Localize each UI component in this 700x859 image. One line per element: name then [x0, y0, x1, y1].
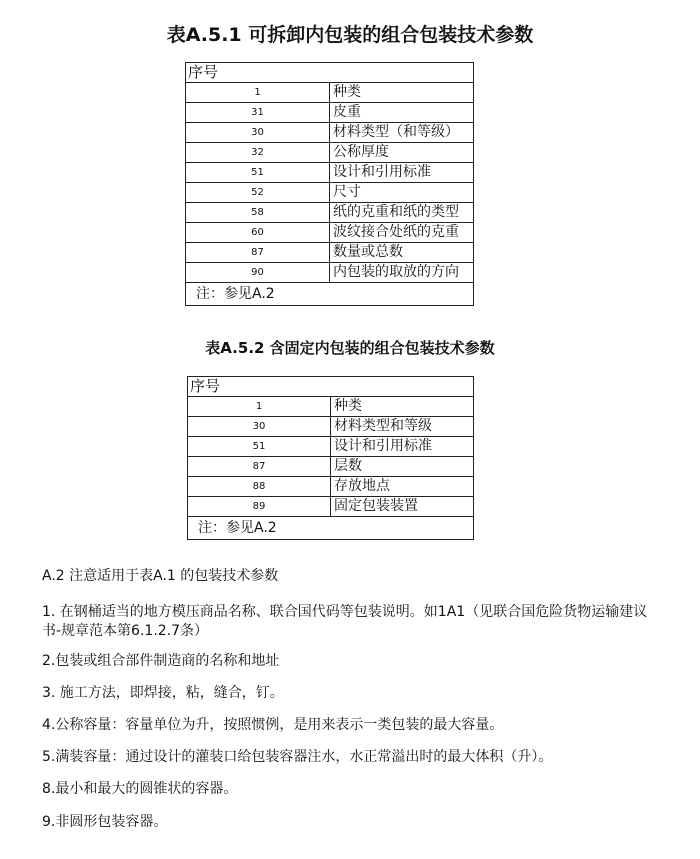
table-note-row	[186, 283, 474, 306]
row-item: 纸的克重和纸的类型	[330, 203, 474, 223]
row-item: 皮重	[330, 103, 474, 123]
table-header-cell: 序号	[186, 63, 474, 83]
row-code: 51	[186, 163, 330, 183]
table-row	[186, 83, 474, 103]
note-item: 5.满装容量：通过设计的灌装口给包装容器注水，水正常溢出时的最大体积（升）。	[42, 749, 553, 765]
table-2	[187, 376, 474, 540]
row-code: 58	[186, 203, 330, 223]
row-item: 波纹接合处纸的克重	[330, 223, 474, 243]
table-1	[185, 62, 474, 306]
table-header-cell: 序号	[188, 377, 474, 397]
table-row	[188, 477, 474, 497]
table-row	[186, 263, 474, 283]
row-code: 30	[186, 123, 330, 143]
table-row	[186, 163, 474, 183]
table-note: 注：参见A.2	[186, 283, 474, 306]
row-item: 存放地点	[331, 477, 474, 497]
row-code: 30	[188, 417, 331, 437]
row-item: 种类	[331, 397, 474, 417]
row-code: 89	[188, 497, 331, 517]
row-item: 固定包装装置	[331, 497, 474, 517]
note-item: 3. 施工方法，即焊接，粘，缝合，钉。	[42, 685, 284, 701]
row-item: 层数	[331, 457, 474, 477]
row-item: 数量或总数	[330, 243, 474, 263]
table-header-row	[188, 377, 474, 397]
row-code: 1	[188, 397, 331, 417]
table-row	[186, 243, 474, 263]
row-code: 51	[188, 437, 331, 457]
table-note-row	[188, 517, 474, 540]
row-code: 1	[186, 83, 330, 103]
note-item: 8.最小和最大的圆锥状的容器。	[42, 781, 238, 797]
row-code: 60	[186, 223, 330, 243]
row-item: 设计和引用标准	[330, 163, 474, 183]
row-item: 种类	[330, 83, 474, 103]
table-row	[188, 457, 474, 477]
row-code: 87	[188, 457, 331, 477]
note-item: 1. 在钢桶适当的地方模压商品名称、联合国代码等包装说明。如1A1（见联合国危险货物运输建议书-规章范本第6.1.2.7条）	[42, 604, 648, 639]
table-note: 注：参见A.2	[188, 517, 474, 540]
table-header-row	[186, 63, 474, 83]
note-item: 2.包装或组合部件制造商的名称和地址	[42, 653, 280, 669]
table-row	[188, 417, 474, 437]
row-item: 尺寸	[330, 183, 474, 203]
row-item: 设计和引用标准	[331, 437, 474, 457]
table-row	[186, 143, 474, 163]
table-row	[186, 123, 474, 143]
table-row	[188, 397, 474, 417]
row-code: 31	[186, 103, 330, 123]
row-code: 90	[186, 263, 330, 283]
table-row	[186, 103, 474, 123]
table-row	[186, 223, 474, 243]
table-2-title: 表A.5.2 含固定内包装的组合包装技术参数	[205, 339, 495, 357]
row-code: 32	[186, 143, 330, 163]
row-item: 公称厚度	[330, 143, 474, 163]
row-code: 87	[186, 243, 330, 263]
note-item: 9.非圆形包装容器。	[42, 814, 168, 830]
table-row	[188, 497, 474, 517]
row-item: 材料类型（和等级）	[330, 123, 474, 143]
table-row	[188, 437, 474, 457]
row-item: 内包装的取放的方向	[330, 263, 474, 283]
notes-heading: A.2 注意适用于表A.1 的包装技术参数	[42, 568, 279, 584]
note-item: 4.公称容量：容量单位为升，按照惯例，是用来表示一类包装的最大容量。	[42, 717, 504, 733]
table-1-title: 表A.5.1 可拆卸内包装的组合包装技术参数	[166, 24, 534, 46]
row-item: 材料类型和等级	[331, 417, 474, 437]
table-row	[186, 183, 474, 203]
row-code: 88	[188, 477, 331, 497]
row-code: 52	[186, 183, 330, 203]
table-row	[186, 203, 474, 223]
